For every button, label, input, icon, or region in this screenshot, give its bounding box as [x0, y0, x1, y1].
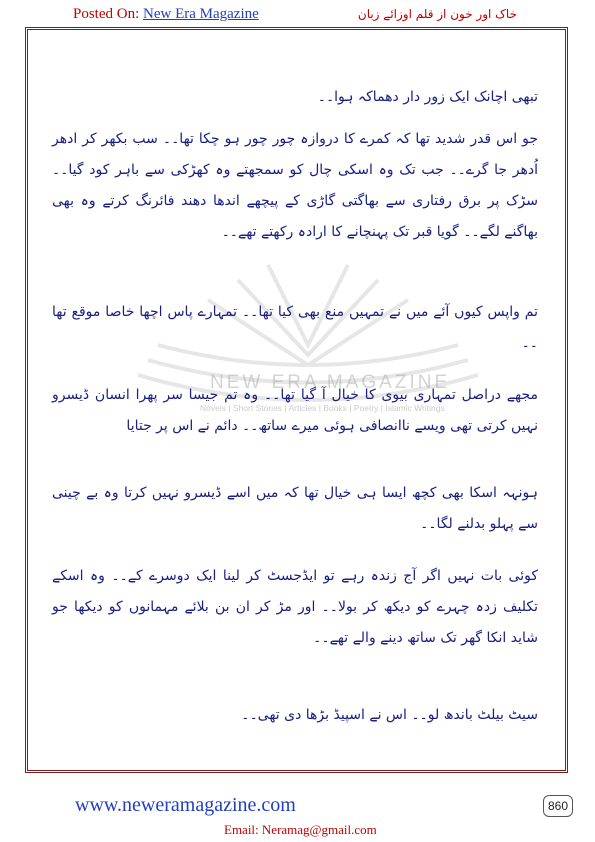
magazine-link[interactable]: New Era Magazine [143, 6, 259, 22]
paragraph-4: مجھے دراصل تمہاری بیوی کا خیال آ گیا تھا۔۔ وہ تم جیسا سر پھرا انسان ڈیسرو نہیں کرتی تھی ویسے ناانصافی ہوئی میرے ساتھ۔۔ دائم نے اس پر جتایا [52, 387, 538, 434]
posted-label: Posted On: [73, 6, 140, 22]
footer-email: Email: Neramag@gmail.com [224, 822, 377, 837]
paragraph-2: جو اس قدر شدید تھا کہ کمرے کا دروازہ چور چور ہو چکا تھا۔۔ سب بکھر کر ادھر اُدھر جا گرے۔۔ جب تک وہ اسکی چال کو سمجھتے وہ کھڑکی سے باہر کود گیا۔۔ سڑک پر برق رفتاری سے بھاگتی گاڑی کے پیچھے اندھا دھند فائرنگ کرتے وہ بھی بھاگنے لگے۔۔ گویا قبر تک پہنچانے کا ارادہ رکھتے تھے۔۔ [52, 131, 538, 240]
paragraph-7: سیٹ بیلٹ باندھ لو۔۔ اس نے اسپیڈ بڑھا دی تھی۔۔ [241, 707, 538, 723]
page-number: 860 [543, 795, 573, 817]
watermark-tagline: Novels | Short Stories | Articles | Books | Poetry | Islamic Writings [200, 403, 445, 413]
footer-website-link[interactable]: www.neweramagazine.com [75, 794, 296, 816]
header-posted-on [73, 6, 259, 23]
story-title: خاک اور خون از قلم اوزائے زبان [357, 7, 517, 21]
paragraph-3: تم واپس کیوں آئے میں نے تمہیں منع بھی کیا تھا۔۔ تمہارے پاس اچھا خاصا موقع تھا ۔۔ [52, 304, 538, 351]
paragraph-1: تبھی اچانک ایک زور دار دھماکہ ہوا۔۔ [317, 89, 538, 105]
paragraph-5: ہونہہ اسکا بھی کچھ ایسا ہی خیال تھا کہ میں اسے ڈیسرو نہیں کرتا وہ بے چینی سے پہلو بدلنے لگا۔۔ [52, 485, 538, 532]
paragraph-6: کوئی بات نہیں اگر آج زندہ رہے تو ایڈجسٹ کر لینا ایک دوسرے کے۔۔ وہ اسکے تکلیف زدہ چہرے کو دیکھ کر بولا۔۔ اور مڑ کر ان بن بلائے مہمانوں کو دیکھا جو شاید انکا گھر تک ساتھ دینے والے تھے۔۔ [52, 568, 538, 646]
watermark-name: NEW ERA MAGAZINE [210, 372, 451, 393]
